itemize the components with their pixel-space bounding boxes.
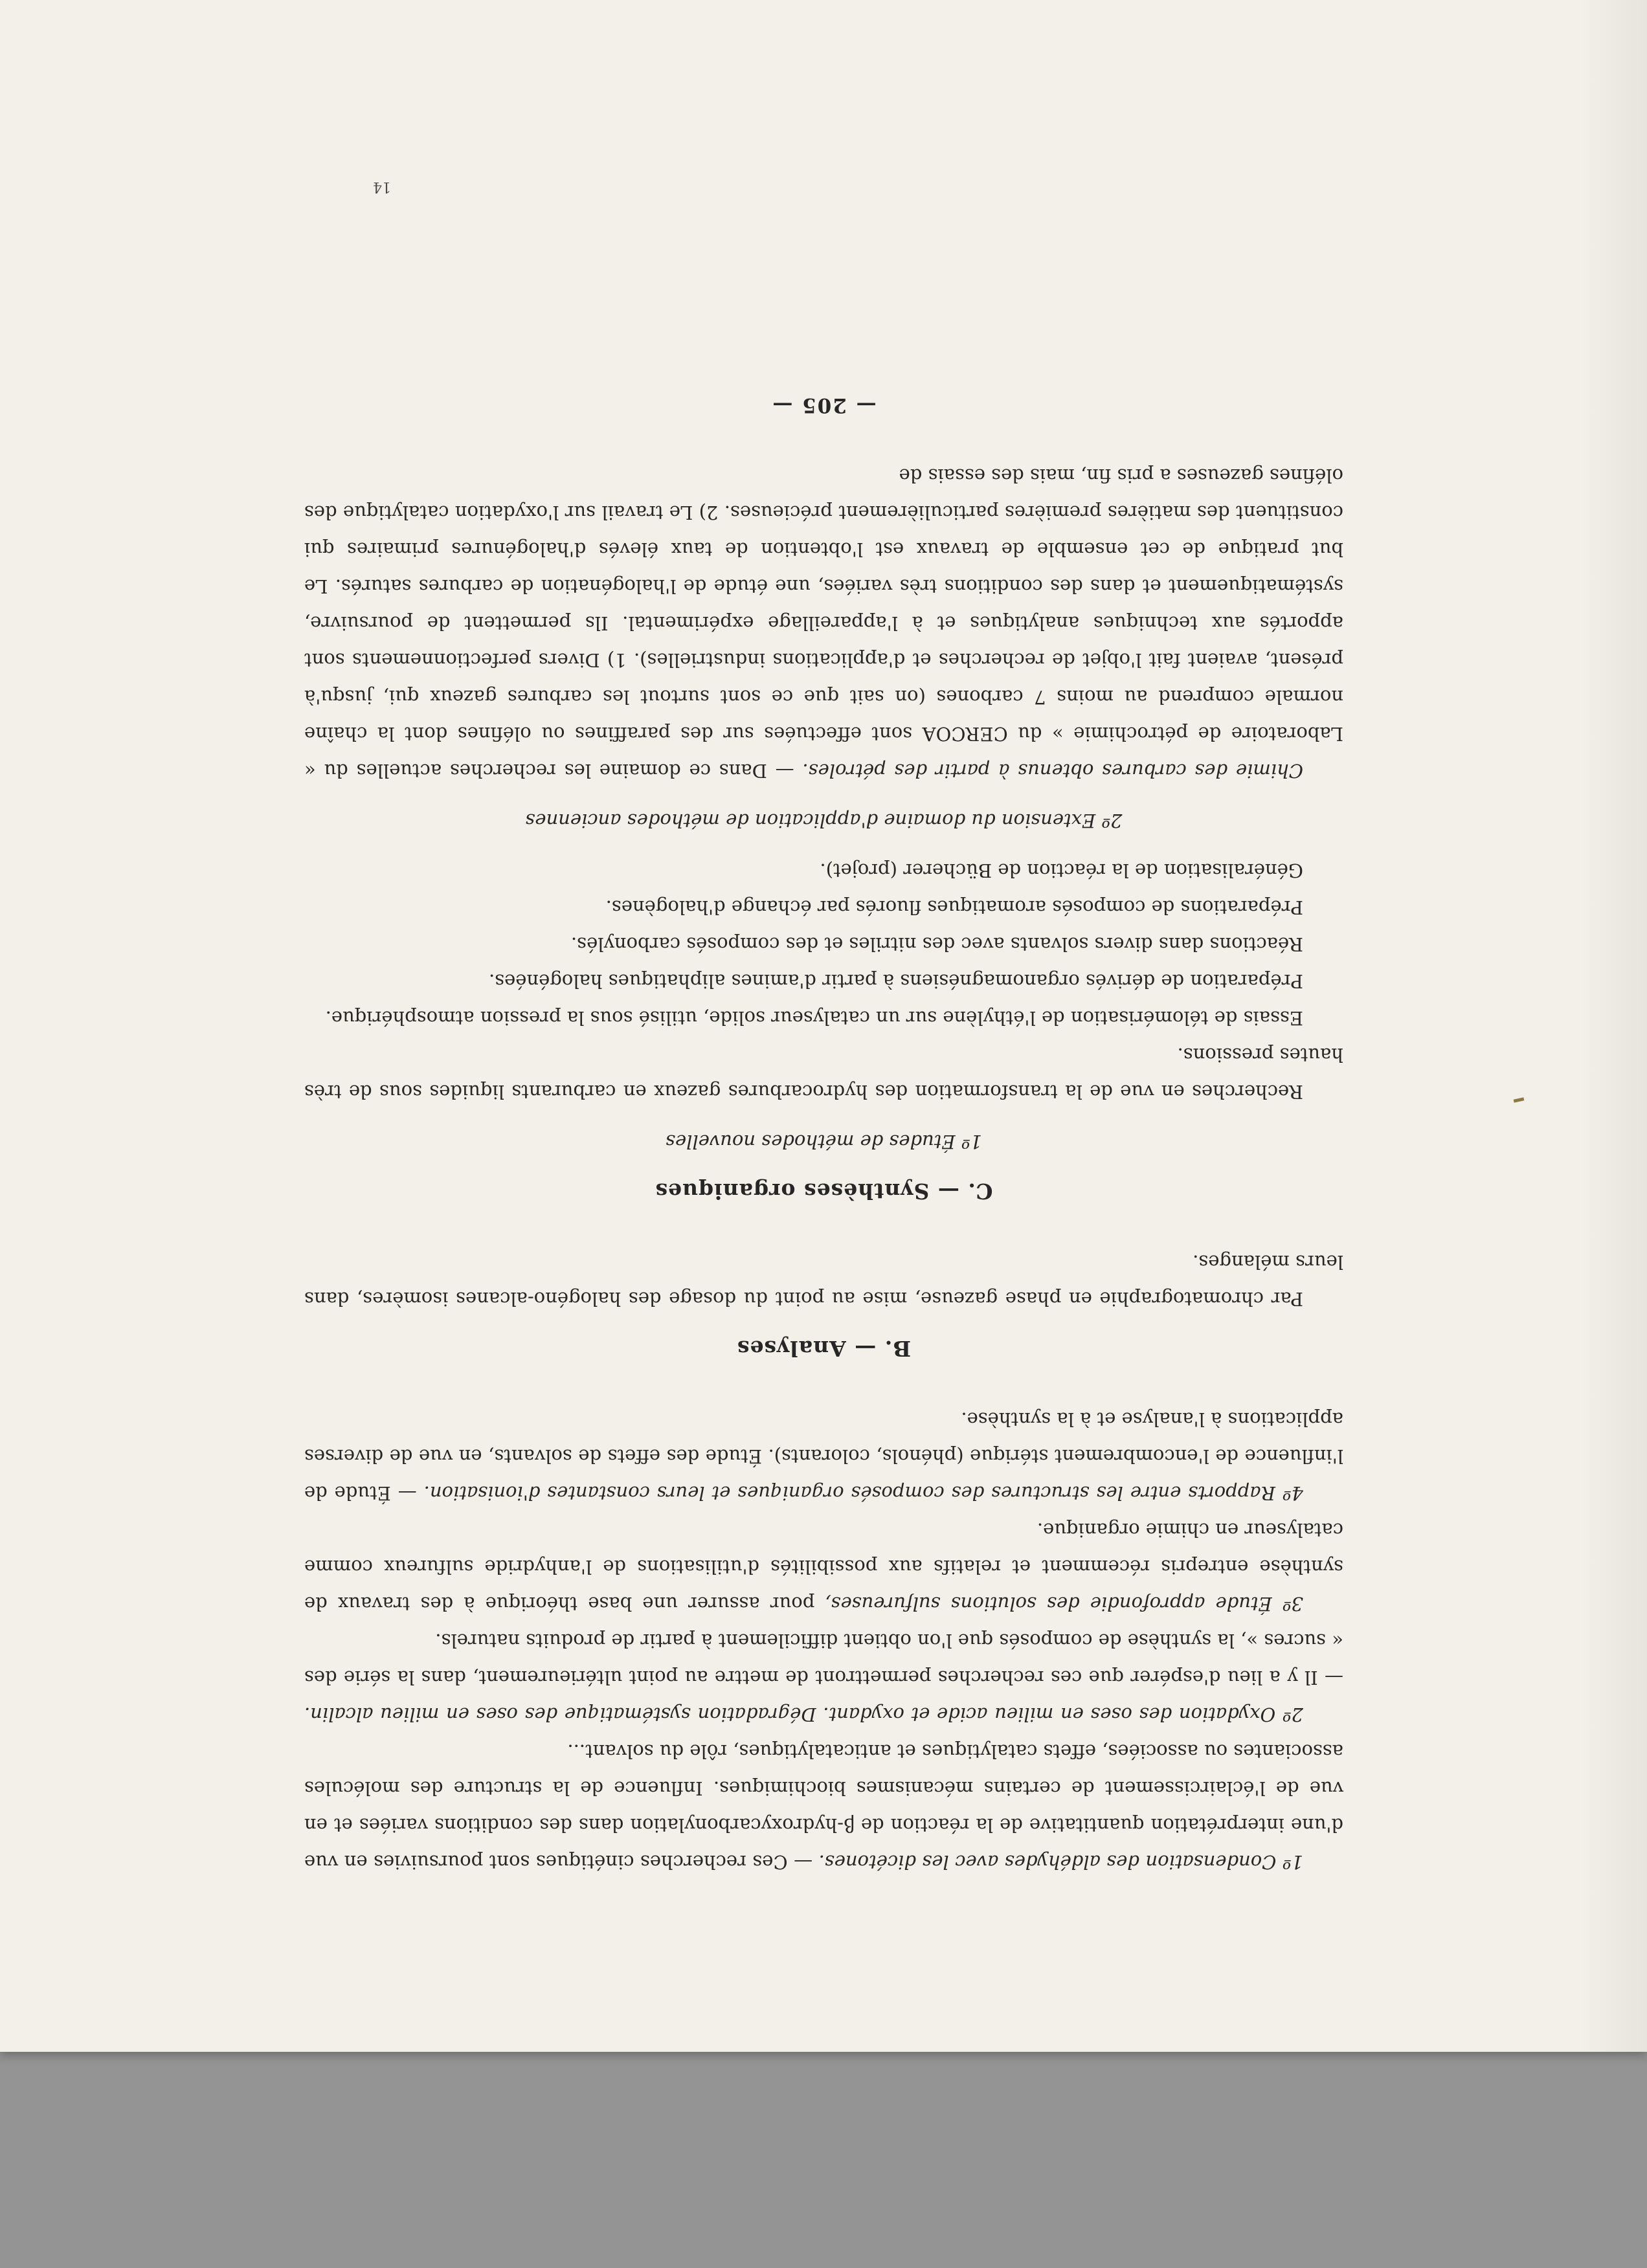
list-item: Généralisation de la réaction de Bücherer (projet). xyxy=(820,860,1303,882)
paragraph-text: — Il y a lieu d'espérer que ces recherches permettront de mettre au point ultérieurement, dans la série des « sucres », la synthèse de composés que l'on obtient difficilement à partir de produits naturels. xyxy=(304,1630,1343,1689)
section-b-text: Par chromatographie en phase gazeuse, mise au point du dosage des halogéno-alcanes isomères, dans leurs mélanges. xyxy=(304,1251,1343,1310)
paragraph-oxydation xyxy=(304,1622,1343,1733)
sheet-signature: 14 xyxy=(373,179,391,195)
paragraph-lead: Chimie des carbures obtenus à partir des pétroles. xyxy=(802,760,1303,782)
margin-mark xyxy=(1514,1097,1525,1102)
paragraph-condensation xyxy=(304,1733,1343,1880)
paragraph-solutions-sulfureuses xyxy=(304,1511,1343,1622)
paragraph-text: — Étude de l'influence de l'encombrement stérique (phénols, colorants). Étude des effets de solvants, en vue de diverses applications à l'analyse et à la synthèse. xyxy=(304,1408,1343,1504)
paragraph-lead: 2º Oxydation des oses en milieu acide et oxydant. Dégradation systématique des oses en milieu alcalin. xyxy=(304,1704,1303,1726)
paragraph-rapports-structures xyxy=(304,1401,1343,1511)
paragraph-text: — Ces recherches cinétiques sont poursuivies en vue d'une interprétation quantitative de la réaction de β-hydroxycarbonylation dans des conditions variées et en vue de l'éclaircissement de certains mécanismes biochimiques. Influence de la structure des molécules associantes ou associées, effets catalytiques et anticatalytiques, rôle du solvant... xyxy=(304,1740,1343,1873)
page-body xyxy=(304,168,1343,1880)
paragraph-text: pour assurer une base théorique à des travaux de synthèse entrepris récemment et relatifs aux possibilités d'utilisations de l'anhydride sulfureux comme catalyseur en chimie organique. xyxy=(304,1519,1343,1615)
section-c-subheading-2: 2º Extension du domaine d'application de méthodes anciennes xyxy=(525,810,1123,832)
list-item: Réactions dans divers solvants avec des nitriles et des composés carbonylés. xyxy=(570,933,1303,955)
paragraph-lead: 3º Étude approfondie des solutions sulfureuses, xyxy=(825,1593,1303,1615)
section-b-heading: B. — Analyses xyxy=(736,1336,912,1361)
section-c-subheading-1: 1º Études de méthodes nouvelles xyxy=(666,1131,982,1153)
page-number: — 205 — xyxy=(771,394,877,417)
list-item: Recherches en vue de la transformation des hydrocarbures gazeux en carburants liquides sous de très hautes pressions. xyxy=(304,1044,1343,1103)
paragraph-lead: 4º Rapports entre les structures des composés organiques et leurs constantes d'ionisation. xyxy=(423,1482,1303,1504)
list-item: Préparations de composés aromatiques fluorés par échange d'halogènes. xyxy=(605,896,1303,918)
list-item: Préparation de dérivés organomagnésiens à partir d'amines aliphatiques halogénées. xyxy=(489,970,1303,992)
paragraph-text: — Dans ce domaine les recherches actuelles du « Laboratoire de pétrochimie » du CERCOA sont effectuées sur des paraffines ou oléfines dont la chaîne normale comprend au moins 7 carbones (on sait que ce sont surtout les carbures gazeux qui, jusqu'à présent, avaient fait l'objet de recherches et d'applications industrielles). 1) Divers perfectionnements sont apportés aux techniques analytiques et à l'appareillage expérimental. Ils permettent de poursuivre, systématiquement et dans des conditions très variées, une étude de l'halogénation de carbures saturés. Le but pratique de cet ensemble de travaux est l'obtention de taux élevés d'halogénures primaires qui constituent des matières premières particulièrement précieuses. 2) Le travail sur l'oxydation catalytique des oléfines gazeuses a pris fin, mais des essais de xyxy=(304,465,1343,782)
section-c-heading: C. — Synthèses organiques xyxy=(655,1179,993,1204)
paragraph-petrochimie xyxy=(304,457,1343,789)
binding-shadow xyxy=(1580,0,1647,2052)
paragraph-lead: 1º Condensation des aldéhydes avec les dicétones. xyxy=(818,1851,1303,1873)
list-item: Essais de télomérisation de l'éthylène sur un catalyseur solide, utilisé sous la pression atmosphérique. xyxy=(325,1007,1303,1029)
